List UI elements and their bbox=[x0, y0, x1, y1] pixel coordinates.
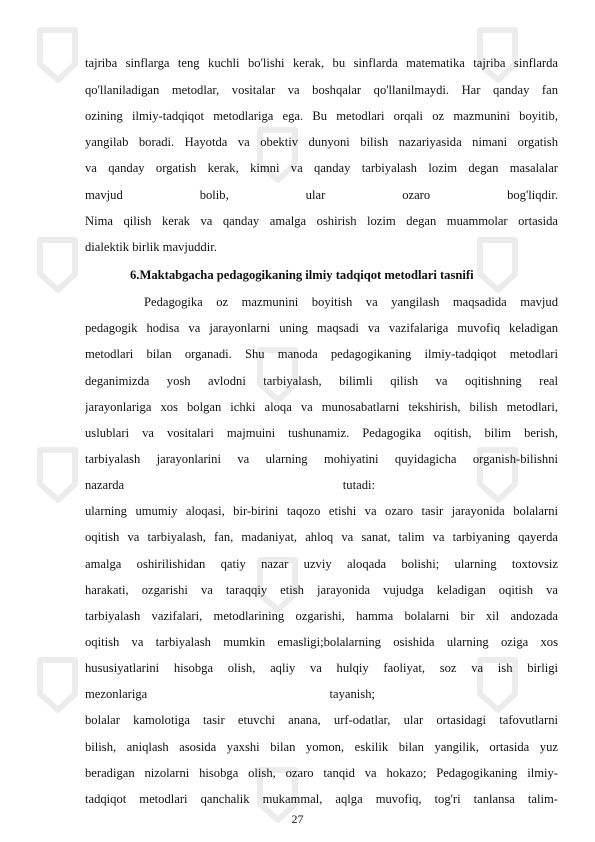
text-line: ozining ilmiy-tadqiqot metodlariga ega. Bu metodlari orqali oz mazmunini boyitib, bbox=[85, 109, 558, 123]
text-line: tarbiyalash jarayonlarini va ularning mohiyatini quyidagicha organish-bilishni bbox=[85, 452, 558, 466]
text-line: oqitish va tarbiyalash mumkin emasligi;bolalarning osishida ularning oziga xos bbox=[85, 635, 558, 649]
text-line: qo'llaniladigan metodlar, vositalar va boshqalar qo'llanilmaydi. Har qanday fan bbox=[85, 83, 558, 97]
text-line: ularning umumiy aloqasi, bir-birini taqozo etishi va ozaro tasir jarayonida bolalarni bbox=[85, 504, 558, 518]
text-line: tarbiyalash vazifalari, metodlarining ozgarishi, hamma bolalarni bir xil andozada bbox=[85, 609, 558, 623]
text-line: amalga oshirilishidan qatiy nazar uzviy aloqada bolishi; ularning toxtovsiz bbox=[85, 557, 558, 571]
text-line: bolalar kamolotiga tasir etuvchi anana, urf-odatlar, ular ortasidagi tafovutlarni bbox=[85, 713, 558, 727]
text-line: hususiyatlarini hisobga olish, aqliy va hulqiy faoliyat, soz va ish birligi bbox=[85, 661, 558, 675]
text-line: mezonlariga tayanish; bbox=[85, 687, 375, 701]
text-line: tajriba sinflarga teng kuchli bo'lishi kerak, bu sinflarda matematika tajriba sinflarda bbox=[85, 56, 558, 70]
text-line: bilish, aniqlash asosida yaxshi bilan yomon, eskilik bilan yangilik, ortasida yuz bbox=[85, 740, 558, 754]
text-line: va qanday orgatish kerak, kimni va qanday tarbiyalash lozim degan masalalar bbox=[85, 161, 558, 175]
text-line: Nima qilish kerak va qanday amalga oshirish lozim degan muammolar ortasida bbox=[85, 214, 558, 228]
text-line: dialektik birlik mavjuddir. bbox=[85, 240, 217, 254]
text-line: metodlari bilan organadi. Shu manoda pedagogikaning ilmiy-tadqiqot metodlari bbox=[85, 347, 558, 361]
text-line: beradigan nizolarni hisobga olish, ozaro tanqid va hokazo; Pedagogikaning ilmiy- bbox=[85, 766, 558, 780]
text-line: Pedagogika oz mazmunini boyitish va yangilash maqsadida mavjud bbox=[144, 295, 558, 309]
text-line: deganimizda yosh avlodni tarbiyalash, bilimli qilish va oqitishning real bbox=[85, 374, 558, 388]
text-line: oqitish va tarbiyalash, fan, madaniyat, ahloq va sanat, talim va tarbiyaning qayerda bbox=[85, 530, 558, 544]
page-number: 27 bbox=[291, 812, 304, 826]
text-line: uslublari va vositalari majmuini tushunamiz. Pedagogika oqitish, bilim berish, bbox=[85, 426, 558, 440]
text-line: jarayonlariga xos bolgan ichki aloqa va munosabatlarni tekshirish, bilish metodlari, bbox=[85, 400, 558, 414]
text-line: tadqiqot metodlari qanchalik mukammal, aqlga muvofiq, tog'ri tanlansa talim- bbox=[85, 792, 558, 806]
text-line: pedagogik hodisa va jarayonlarni uning maqsadi va vazifalariga muvofiq keladigan bbox=[85, 321, 558, 335]
text-line: mavjud bolib, ular ozaro bog'liqdir. bbox=[85, 188, 558, 202]
section-heading: 6.Maktabgacha pedagogikaning ilmiy tadqiqot metodlari tasnifi bbox=[130, 268, 474, 282]
text-line: yangilab boradi. Hayotda va obektiv dunyoni bilish nazariyasida nimani orgatish bbox=[85, 135, 558, 149]
text-line: harakati, ozgarishi va taraqqiy etish jarayonida vujudga keladigan oqitish va bbox=[85, 583, 558, 597]
text-line: nazarda tutadi: bbox=[85, 478, 375, 492]
